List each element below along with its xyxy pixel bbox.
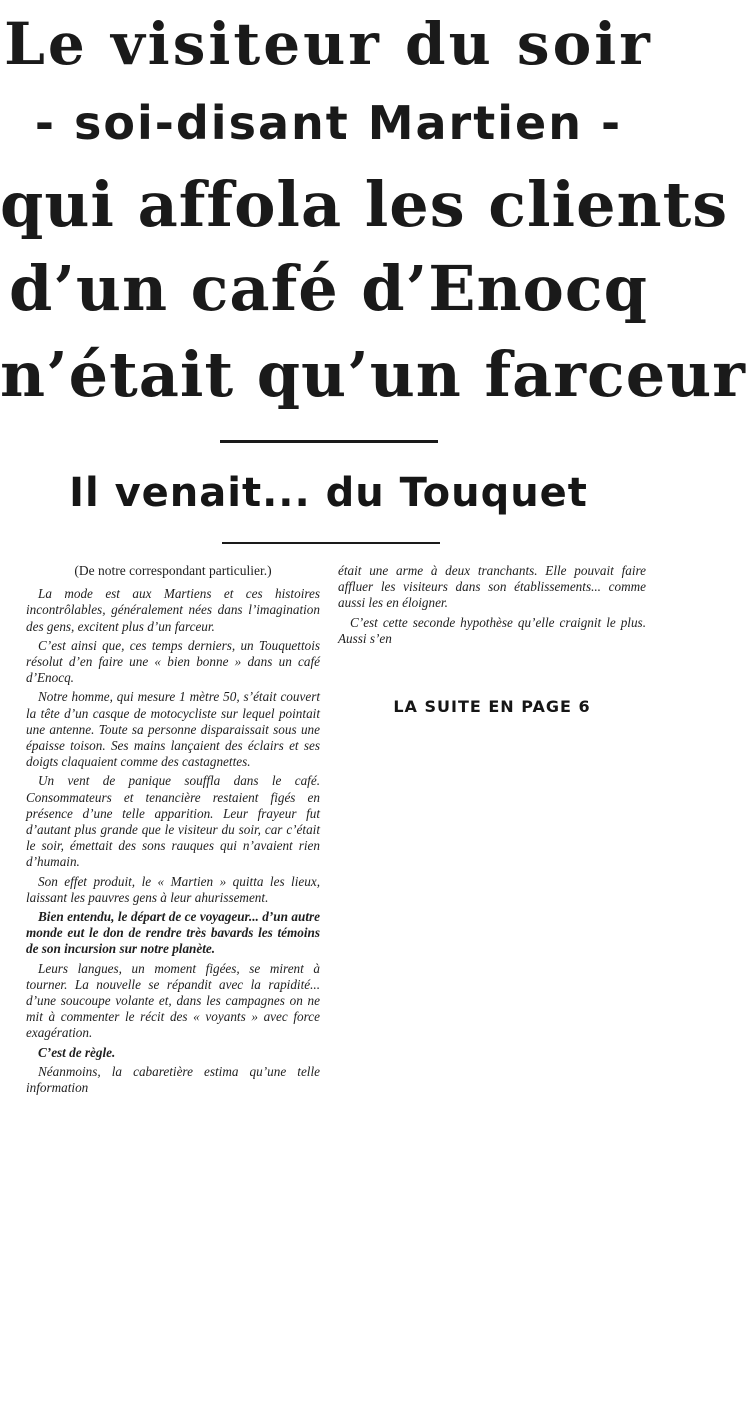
subheadline-divider — [222, 542, 440, 544]
paragraph: C’est de règle. — [38, 1044, 116, 1060]
paragraph: Bien entendu, le départ de ce voyageur... d’un autre monde eut le don de rendre très bavards les témoins de son incursion sur notre planète. — [26, 909, 320, 957]
paragraph: C’est cette seconde hypothèse qu’elle craignit le plus. Aussi s’en — [338, 614, 646, 646]
subheadline: Il venait... du Touquet — [69, 470, 588, 516]
headline-divider — [220, 440, 438, 443]
article-column-2 — [338, 563, 646, 650]
headline-line-5: n’était qu’un farceur — [0, 338, 746, 411]
paragraph: était une arme à deux tranchants. Elle pouvait faire affluer les visiteurs dans son établissements... comme aussi les en éloigner. — [338, 563, 646, 611]
article-column-1 — [26, 563, 320, 1099]
paragraph: Notre homme, qui mesure 1 mètre 50, s’était couvert la tête d’un casque de motocycliste sur lequel pointait une antenne. Toute sa personne disparaissait sous une épaisse toison. Ses mains lançaient des éclairs et ses doigts claquaient comme des castagnettes. — [26, 689, 320, 770]
paragraph: La mode est aux Martiens et ces histoires incontrôlables, généralement nées dans l’imagination des gens, excitent plus d’un farceur. — [26, 586, 320, 634]
headline-line-2: - soi-disant Martien - — [34, 96, 623, 150]
paragraph: Leurs langues, un moment figées, se mirent à tourner. La nouvelle se répandit avec la rapidité... d’une soucoupe volante et, dans les campagnes on ne mit à commenter le récit des « voyants » avec force exagération. — [26, 960, 320, 1041]
headline-line-3: qui affola les clients — [0, 168, 729, 241]
paragraph: Son effet produit, le « Martien » quitta les lieux, laissant les pauvres gens à leur ahurissement. — [26, 873, 320, 905]
continuation-notice: LA SUITE EN PAGE 6 — [393, 697, 591, 716]
paragraph: Néanmoins, la cabaretière estima qu’une telle information — [26, 1063, 320, 1096]
byline: (De notre correspondant particulier.) — [74, 563, 272, 578]
paragraph: Un vent de panique souffla dans le café. Consommateurs et tenancière restaient figés en présence d’une telle apparition. Leur frayeur fut d’autant plus grande que le visiteur du soir, car c’était le soir, émettait des sons rauques qui n’avaient rien d’humain. — [26, 773, 320, 870]
headline-line-4: d’un café d’Enocq — [8, 252, 649, 325]
paragraph: C’est ainsi que, ces temps derniers, un Touquettois résolut d’en faire une « bien bonne » dans un café d’Enocq. — [26, 637, 320, 686]
headline-line-1: Le visiteur du soir — [4, 10, 653, 78]
